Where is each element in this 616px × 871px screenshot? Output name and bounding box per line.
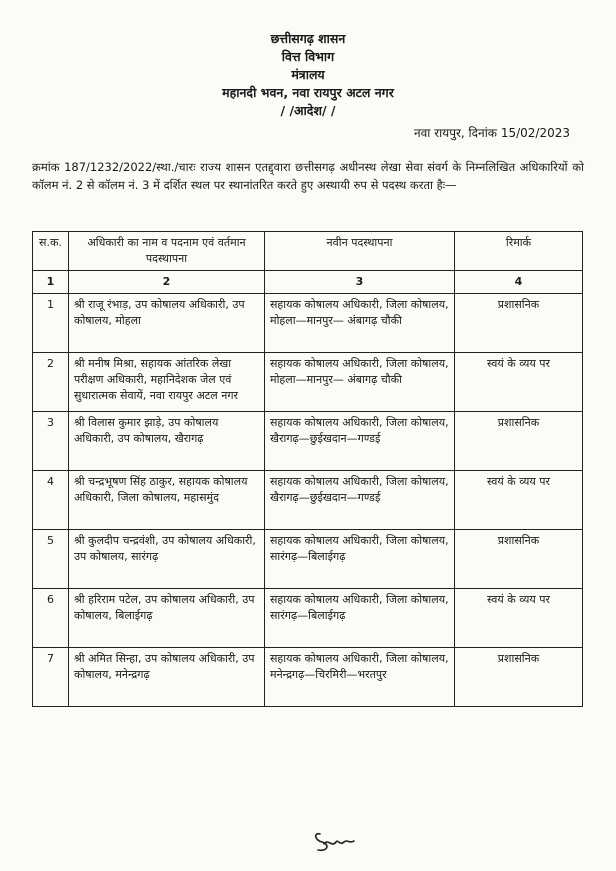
row-serial: 7 [33, 648, 69, 707]
header-serial: स.क. [33, 232, 69, 271]
order-heading: / /आदेश/ / [280, 103, 336, 118]
row-remark: स्वयं के व्यय पर [455, 471, 583, 530]
transfer-table [32, 231, 583, 707]
row-new-posting: सहायक कोषालय अधिकारी, जिला कोषालय, सारंगढ़—बिलाईगढ़ [265, 530, 455, 589]
row-serial: 5 [33, 530, 69, 589]
row-remark: प्रशासनिक [455, 412, 583, 471]
header-officer: अधिकारी का नाम व पदनाम एवं वर्तमान पदस्थापना [69, 232, 265, 271]
row-remark: प्रशासनिक [455, 530, 583, 589]
row-officer: श्री हरिराम पटेल, उप कोषालय अधिकारी, उप कोषालय, बिलाईगढ़ [69, 589, 265, 648]
department-name: वित्त विभाग [281, 49, 335, 64]
row-new-posting: सहायक कोषालय अधिकारी, जिला कोषालय, खैरागढ़—छुईखदान—गण्डई [265, 412, 455, 471]
row-new-posting: सहायक कोषालय अधिकारी, जिला कोषालय, सारंगढ़—बिलाईगढ़ [265, 589, 455, 648]
row-serial: 1 [33, 294, 69, 353]
table-row [33, 530, 583, 589]
col-number: 1 [33, 271, 69, 294]
table-row [33, 471, 583, 530]
row-remark: स्वयं के व्यय पर [455, 589, 583, 648]
col-number: 2 [69, 271, 265, 294]
header-remark: रिमार्क [455, 232, 583, 271]
row-serial: 4 [33, 471, 69, 530]
row-officer: श्री चन्द्रभूषण सिंह ठाकुर, सहायक कोषालय अधिकारी, जिला कोषालय, महासमुंद [69, 471, 265, 530]
ministry-name: मंत्रालय [291, 67, 325, 82]
header-new-posting: नवीन पदस्थापना [265, 232, 455, 271]
row-officer: श्री कुलदीप चन्द्रवंशी, उप कोषालय अधिकारी, उप कोषालय, सारंगढ़ [69, 530, 265, 589]
document-header [0, 30, 616, 120]
signature-icon [310, 826, 358, 858]
row-remark: प्रशासनिक [455, 648, 583, 707]
table-row [33, 648, 583, 707]
row-officer: श्री अमित सिन्हा, उप कोषालय अधिकारी, उप कोषालय, मनेन्द्रगढ़ [69, 648, 265, 707]
order-date: नवा रायपुर, दिनांक 15/02/2023 [413, 126, 570, 140]
col-number: 4 [455, 271, 583, 294]
row-serial: 6 [33, 589, 69, 648]
col-number: 3 [265, 271, 455, 294]
govt-name: छत्तीसगढ़ शासन [270, 31, 346, 46]
row-officer: श्री राजू रंभाड़, उप कोषालय अधिकारी, उप कोषालय, मोहला [69, 294, 265, 353]
order-intro-text: क्रमांक 187/1232/2022/स्था./चारः राज्य शासन एतद्द्वारा छत्तीसगढ़ अधीनस्थ लेखा सेवा संवर्ग के निम्नलिखित अधिकारियों को कॉलम नं. 2 से कॉलम नं. 3 में दर्शित स्थल पर स्थानांतरित करते हुए अस्थायी रुप से पदस्थ करता हैः— [32, 160, 584, 192]
row-officer: श्री विलास कुमार झाड़े, उप कोषालय अधिकारी, उप कोषालय, खैरागढ़ [69, 412, 265, 471]
row-new-posting: सहायक कोषालय अधिकारी, जिला कोषालय, मनेन्द्रगढ़—चिरमिरी—भरतपुर [265, 648, 455, 707]
row-new-posting: सहायक कोषालय अधिकारी, जिला कोषालय, मोहला—मानपुर— अंबागढ़ चौकी [265, 353, 455, 412]
column-number-row [33, 271, 583, 294]
row-serial: 2 [33, 353, 69, 412]
row-remark: प्रशासनिक [455, 294, 583, 353]
row-officer: श्री मनीष मिश्रा, सहायक आंतरिक लेखा परीक्षण अधिकारी, महानिदेशक जेल एवं सुधारात्मक सेवायें, नवा रायपुर अटल नगर [69, 353, 265, 412]
table-row [33, 412, 583, 471]
row-remark: स्वयं के व्यय पर [455, 353, 583, 412]
table-row [33, 353, 583, 412]
row-serial: 3 [33, 412, 69, 471]
row-new-posting: सहायक कोषालय अधिकारी, जिला कोषालय, मोहला—मानपुर— अंबागढ़ चौकी [265, 294, 455, 353]
table-row [33, 294, 583, 353]
table-header-row [33, 232, 583, 271]
office-address: महानदी भवन, नवा रायपुर अटल नगर [222, 85, 394, 100]
table-row [33, 589, 583, 648]
row-new-posting: सहायक कोषालय अधिकारी, जिला कोषालय, खैरागढ़—छुईखदान—गण्डई [265, 471, 455, 530]
